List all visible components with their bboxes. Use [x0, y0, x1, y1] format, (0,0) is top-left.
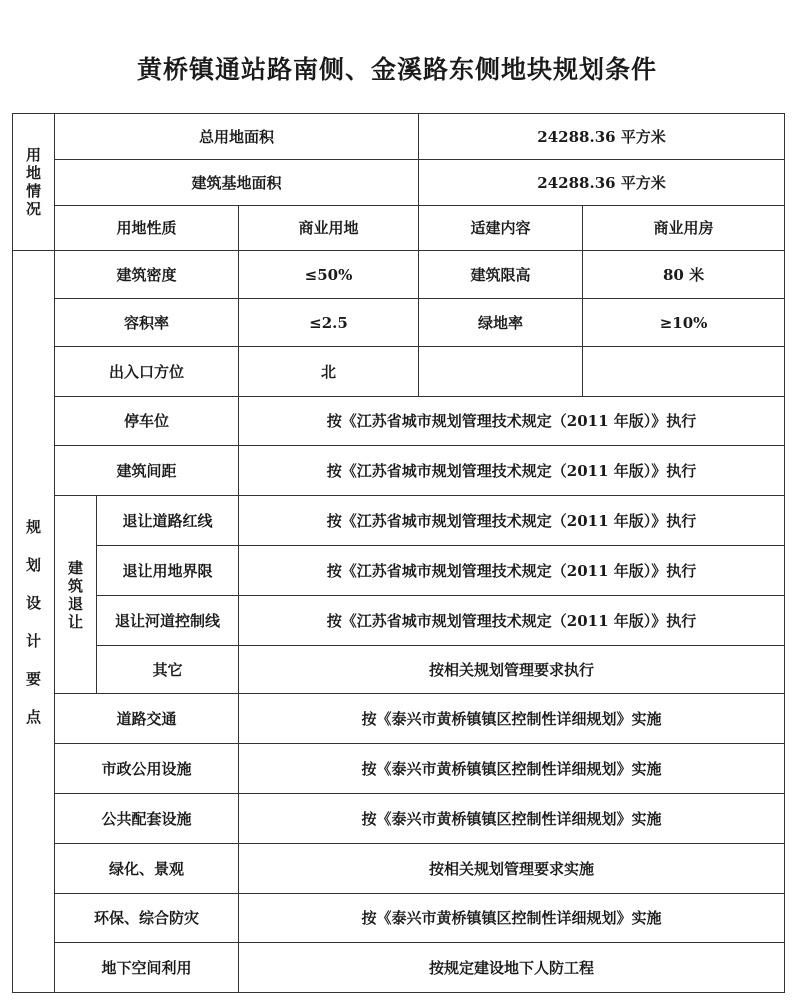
row-total-area — [13, 114, 785, 160]
far-label: 容积率 — [55, 299, 239, 347]
row-setback-boundary — [13, 546, 785, 596]
row-far — [13, 299, 785, 347]
height-label: 建筑限高 — [419, 251, 583, 299]
density-label: 建筑密度 — [55, 251, 239, 299]
traffic-value: 按《泰兴市黄桥镇镇区控制性详细规划》实施 — [239, 694, 785, 744]
greening-value: 按相关规划管理要求实施 — [239, 844, 785, 894]
row-traffic — [13, 694, 785, 744]
setback-river-label: 退让河道控制线 — [97, 596, 239, 646]
traffic-label: 道路交通 — [55, 694, 239, 744]
public-label: 公共配套设施 — [55, 794, 239, 844]
row-setback-river — [13, 596, 785, 646]
parking-value: 按《江苏省城市规划管理技术规定（2011 年版）》执行 — [239, 397, 785, 446]
public-value: 按《泰兴市黄桥镇镇区控制性详细规划》实施 — [239, 794, 785, 844]
underground-label: 地下空间利用 — [55, 943, 239, 993]
entrance-label: 出入口方位 — [55, 347, 239, 397]
row-land-nature — [13, 206, 785, 251]
spacing-label: 建筑间距 — [55, 446, 239, 496]
land-section-label: 用 地 情 况 — [13, 114, 55, 251]
row-parking — [13, 397, 785, 446]
row-underground — [13, 943, 785, 993]
setback-boundary-value: 按《江苏省城市规划管理技术规定（2011 年版）》执行 — [239, 546, 785, 596]
row-spacing — [13, 446, 785, 496]
density-value: ≤50% — [239, 251, 419, 299]
row-entrance — [13, 347, 785, 397]
planning-section-label: 规 划 设 计 要 点 — [13, 251, 55, 993]
build-content-label: 适建内容 — [419, 206, 583, 251]
setback-road-label: 退让道路红线 — [97, 496, 239, 546]
green-label: 绿地率 — [419, 299, 583, 347]
setback-boundary-label: 退让用地界限 — [97, 546, 239, 596]
underground-value: 按规定建设地下人防工程 — [239, 943, 785, 993]
municipal-label: 市政公用设施 — [55, 744, 239, 794]
setback-river-value: 按《江苏省城市规划管理技术规定（2011 年版）》执行 — [239, 596, 785, 646]
row-building-base — [13, 160, 785, 206]
planning-conditions-table — [12, 113, 785, 993]
height-value: 80 米 — [583, 251, 785, 299]
entrance-value: 北 — [239, 347, 419, 397]
building-base-value: 24288.36 平方米 — [419, 160, 785, 206]
far-value: ≤2.5 — [239, 299, 419, 347]
empty-cell — [583, 347, 785, 397]
setback-road-value: 按《江苏省城市规划管理技术规定（2011 年版）》执行 — [239, 496, 785, 546]
environment-value: 按《泰兴市黄桥镇镇区控制性详细规划》实施 — [239, 894, 785, 943]
green-value: ≥10% — [583, 299, 785, 347]
nature-value: 商业用地 — [239, 206, 419, 251]
total-area-value: 24288.36 平方米 — [419, 114, 785, 160]
row-density — [13, 251, 785, 299]
building-base-label: 建筑基地面积 — [55, 160, 419, 206]
document-title: 黄桥镇通站路南侧、金溪路东侧地块规划条件 — [136, 55, 657, 84]
other-value: 按相关规划管理要求执行 — [239, 646, 785, 694]
row-setback-road — [13, 496, 785, 546]
environment-label: 环保、综合防灾 — [55, 894, 239, 943]
spacing-value: 按《江苏省城市规划管理技术规定（2011 年版）》执行 — [239, 446, 785, 496]
greening-label: 绿化、景观 — [55, 844, 239, 894]
municipal-value: 按《泰兴市黄桥镇镇区控制性详细规划》实施 — [239, 744, 785, 794]
nature-label: 用地性质 — [55, 206, 239, 251]
empty-cell — [419, 347, 583, 397]
total-area-label: 总用地面积 — [55, 114, 419, 160]
row-municipal — [13, 744, 785, 794]
row-environment — [13, 894, 785, 943]
parking-label: 停车位 — [55, 397, 239, 446]
row-greening — [13, 844, 785, 894]
other-label: 其它 — [97, 646, 239, 694]
row-public — [13, 794, 785, 844]
row-other — [13, 646, 785, 694]
setback-group-label: 建 筑 退 让 — [55, 496, 97, 694]
build-content-value: 商业用房 — [583, 206, 785, 251]
